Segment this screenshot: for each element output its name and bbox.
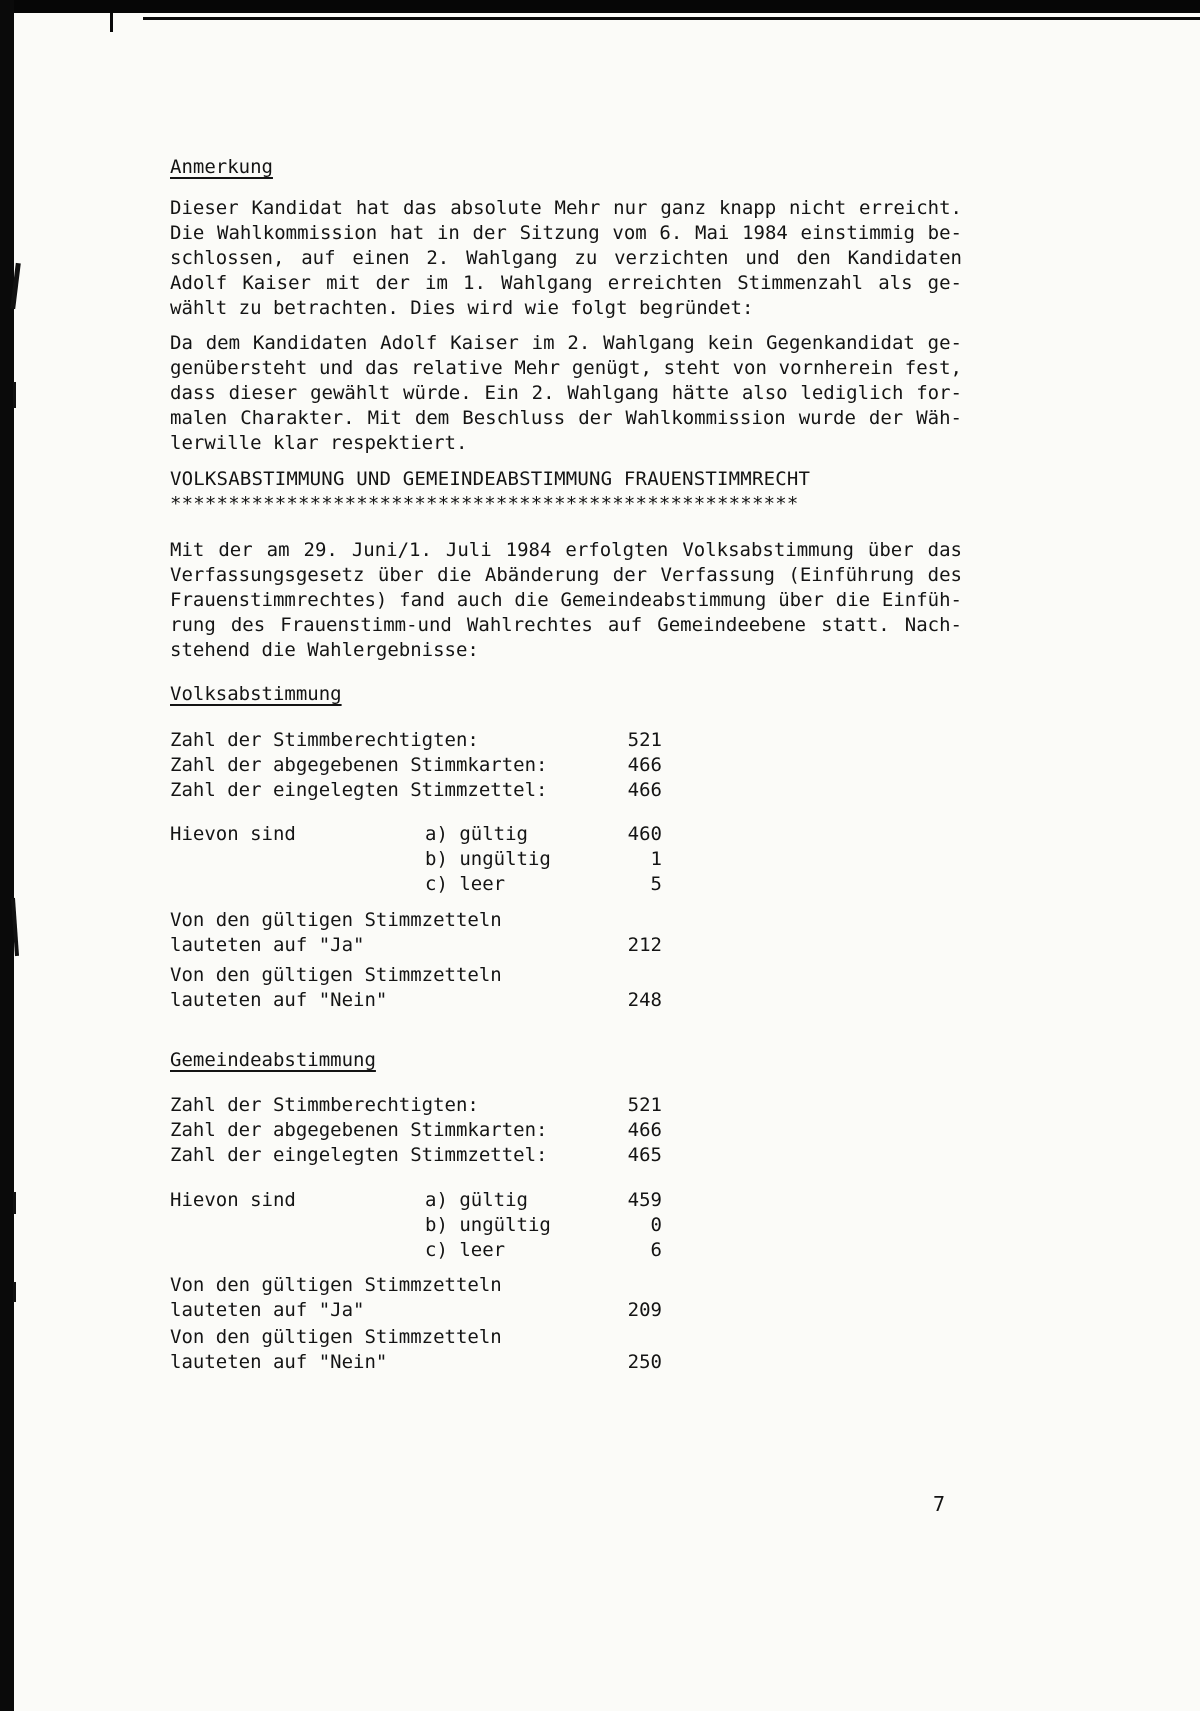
hievon-item-value: 6 xyxy=(650,1239,662,1261)
hievon-label-spacer xyxy=(170,1238,425,1263)
scan-speck xyxy=(13,382,16,408)
gemeindeabstimmung-nein-result xyxy=(170,1325,962,1375)
gemeindeabstimmung-heading: Gemeindeabstimmung xyxy=(170,1049,376,1071)
hievon-label-spacer xyxy=(170,1213,425,1238)
stat-label: Zahl der Stimmberechtigten: xyxy=(170,729,479,751)
hievon-item-label: c) leer xyxy=(425,873,506,895)
stat-label: Zahl der Stimmberechtigten: xyxy=(170,1094,479,1116)
scan-speck xyxy=(13,1282,16,1302)
hievon-label-spacer xyxy=(170,847,425,872)
result-value: 248 xyxy=(627,989,662,1011)
anmerkung-paragraph-2: Da dem Kandidaten Adolf Kaiser im 2. Wahlgang kein Gegenkandidat ge- genübersteht und das relative Mehr genügt, steht von vornherein fest, dass dieser gewählt würde. Ein 2. Wahlgang hätte also lediglich for- malen Charakter. Mit dem Beschluss der Wahlkommission wurde der Wäh- lerwille klar respektiert. xyxy=(170,332,962,454)
hievon-item-value: 459 xyxy=(627,1189,662,1211)
result-value: 250 xyxy=(627,1351,662,1373)
page-number: 7 xyxy=(933,1492,946,1516)
hievon-row xyxy=(170,872,962,897)
result-label-line2: lauteten auf "Ja" xyxy=(170,934,365,956)
result-label-line1: Von den gültigen Stimmzetteln xyxy=(170,1326,502,1348)
hievon-item-value: 5 xyxy=(650,873,662,895)
hievon-item-label: c) leer xyxy=(425,1239,506,1261)
scan-speck xyxy=(13,1192,16,1214)
document-page xyxy=(170,155,962,1375)
section-intro-paragraph: Mit der am 29. Juni/1. Juli 1984 erfolgten Volksabstimmung über das Verfassungsgesetz über die Abänderung der Verfassung (Einführung des Frauenstimmrechtes) fand auch die Gemeindeabstimmung über die Einfüh- rung des Frauenstimm-und Wahlrechtes auf Gemeindeebene statt. Nach- stehend die Wahlergebnisse: xyxy=(170,539,962,661)
hievon-item-value: 0 xyxy=(650,1214,662,1236)
hievon-row xyxy=(170,1188,962,1213)
stat-value: 466 xyxy=(627,779,662,801)
result-label xyxy=(170,908,600,958)
hievon-row xyxy=(170,1238,962,1263)
hievon-label-spacer xyxy=(170,872,425,897)
hievon-item-label: a) gültig xyxy=(425,823,528,845)
result-value: 209 xyxy=(627,1299,662,1321)
stat-row xyxy=(170,753,962,778)
gemeindeabstimmung-hievon-block xyxy=(170,1188,962,1263)
volksabstimmung-nein-result xyxy=(170,963,962,1013)
stat-value: 521 xyxy=(627,1094,662,1116)
volksabstimmung-ja-result xyxy=(170,908,962,958)
stat-value: 466 xyxy=(627,754,662,776)
hievon-item-label: a) gültig xyxy=(425,1189,528,1211)
hievon-label: Hievon sind xyxy=(170,1189,296,1211)
hievon-item-label: b) ungültig xyxy=(425,1214,551,1236)
gemeindeabstimmung-stats xyxy=(170,1093,962,1168)
result-label-line1: Von den gültigen Stimmzetteln xyxy=(170,909,502,931)
result-label-line2: lauteten auf "Ja" xyxy=(170,1299,365,1321)
hievon-item-value: 1 xyxy=(650,848,662,870)
stat-value: 521 xyxy=(627,729,662,751)
section-title: VOLKSABSTIMMUNG UND GEMEINDEABSTIMMUNG FRAUENSTIMMRECHT xyxy=(170,468,811,490)
result-label-line1: Von den gültigen Stimmzetteln xyxy=(170,1274,502,1296)
result-label-line1: Von den gültigen Stimmzetteln xyxy=(170,964,502,986)
volksabstimmung-heading: Volksabstimmung xyxy=(170,683,342,705)
result-label xyxy=(170,1325,600,1375)
stat-row xyxy=(170,1118,962,1143)
hievon-row xyxy=(170,847,962,872)
stat-row xyxy=(170,778,962,803)
stat-label: Zahl der abgegebenen Stimmkarten: xyxy=(170,754,548,776)
scan-edge-left xyxy=(0,0,14,1711)
stat-label: Zahl der eingelegten Stimmzettel: xyxy=(170,1144,548,1166)
stat-label: Zahl der abgegebenen Stimmkarten: xyxy=(170,1119,548,1141)
anmerkung-heading: Anmerkung xyxy=(170,156,273,178)
stat-value: 465 xyxy=(627,1144,662,1166)
scan-frame-line-horizontal xyxy=(143,17,1200,20)
anmerkung-paragraph-1: Dieser Kandidat hat das absolute Mehr nur ganz knapp nicht erreicht. Die Wahlkommission hat in der Sitzung vom 6. Mai 1984 einstimmig be- schlossen, auf einen 2. Wahlgang zu verzichten und den Kandidaten Adolf Kaiser mit der im 1. Wahlgang erreichten Stimmenzahl als ge- wählt zu betrachten. Dies wird wie folgt begründet: xyxy=(170,197,962,319)
hievon-row xyxy=(170,822,962,847)
result-label xyxy=(170,1273,600,1323)
result-label-line2: lauteten auf "Nein" xyxy=(170,989,388,1011)
stat-row xyxy=(170,728,962,753)
stat-label: Zahl der eingelegten Stimmzettel: xyxy=(170,779,548,801)
hievon-item-label: b) ungültig xyxy=(425,848,551,870)
gemeindeabstimmung-ja-result xyxy=(170,1273,962,1323)
volksabstimmung-stats xyxy=(170,728,962,803)
section-title-underline: ****************************************************** xyxy=(170,493,799,515)
stat-row xyxy=(170,1143,962,1168)
hievon-label: Hievon sind xyxy=(170,823,296,845)
volksabstimmung-hievon-block xyxy=(170,822,962,897)
stat-value: 466 xyxy=(627,1119,662,1141)
hievon-item-value: 460 xyxy=(627,823,662,845)
stat-row xyxy=(170,1093,962,1118)
hievon-row xyxy=(170,1213,962,1238)
result-label-line2: lauteten auf "Nein" xyxy=(170,1351,388,1373)
result-label xyxy=(170,963,600,1013)
scan-frame-line-vertical xyxy=(110,13,113,32)
scan-edge-top xyxy=(0,0,1200,13)
section-title-block xyxy=(170,467,962,517)
result-value: 212 xyxy=(627,934,662,956)
